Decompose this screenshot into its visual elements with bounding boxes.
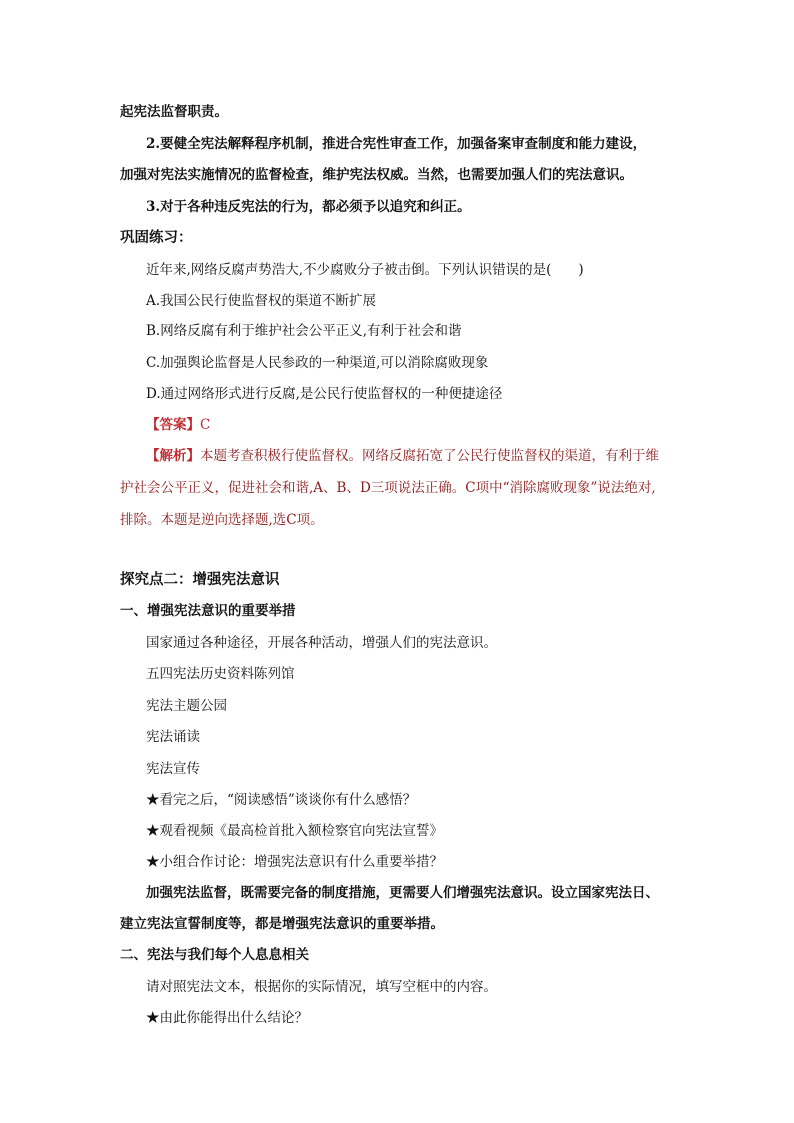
answer-label: 【答案】: [146, 417, 200, 433]
question-text: 近年来,网络反腐声势浩大,不少腐败分子被击倒。下列认识错误的是( ): [146, 262, 584, 278]
list-item: 五四宪法历史资料陈列馆: [146, 666, 295, 682]
text-line: 2.要健全宪法解释程序机制，推进合宪性审查工作，加强备案审查制度和能力建设，: [146, 136, 647, 152]
task-text: 请对照宪法文本，根据你的实际情况，填写空框中的内容。: [146, 979, 497, 995]
list-item: 宪法诵读: [146, 729, 200, 745]
star-prompt: ★由此你能得出什么结论？: [146, 1010, 308, 1026]
star-prompt: ★观看视频《最高检首批入额检察官向宪法宣誓》: [146, 823, 443, 839]
conclusion-text: 加强宪法监督，既需要完备的制度措施，更需要人们增强宪法意识。设立国家宪法日、: [146, 885, 659, 901]
answer-value: C: [200, 417, 211, 433]
conclusion-text: 建立宪法宣誓制度等，都是增强宪法意识的重要举措。: [120, 916, 444, 932]
star-prompt: ★小组合作讨论：增强宪法意识有什么重要举措？: [146, 854, 443, 870]
analysis-label: 【解析】: [146, 448, 200, 464]
option-a: A.我国公民行使监督权的渠道不断扩展: [146, 293, 377, 309]
list-item: 宪法主题公园: [146, 698, 227, 714]
list-item: 宪法宣传: [146, 761, 200, 777]
analysis-text: 排除。本题是逆向选择题,选C项。: [120, 512, 324, 528]
text-line: 3.对于各种违反宪法的行为，都必须予以追究和纠正。: [146, 199, 471, 215]
analysis-text: 护社会公平正义，促进社会和谐,A、B、D三项说法正确。C项中“消除腐败现象”说法绝对,: [120, 480, 656, 496]
star-prompt: ★看完之后，“阅读感悟”谈谈你有什么感悟？: [146, 792, 417, 808]
text-line: 起宪法监督职责。: [120, 104, 228, 120]
subsection-heading: 一、增强宪法意识的重要举措: [120, 603, 296, 619]
option-c: C.加强舆论监督是人民参政的一种渠道,可以消除腐败现象: [146, 355, 489, 371]
section-heading: 探究点二：增强宪法意识: [120, 571, 280, 588]
option-b: B.网络反腐有利于维护社会公平正义,有利于社会和谐: [146, 323, 462, 339]
subsection-heading: 二、宪法与我们每个人息息相关: [120, 947, 309, 963]
option-d: D.通过网络形式进行反腐,是公民行使监督权的一种便捷途径: [146, 386, 503, 402]
text-line: 加强对宪法实施情况的监督检查，维护宪法权威。当然，也需要加强人们的宪法意识。: [120, 167, 633, 183]
answer-line: [146, 416, 210, 434]
exercise-heading: 巩固练习：: [120, 229, 193, 246]
analysis-line: [146, 447, 659, 465]
analysis-text: 本题考查积极行使监督权。网络反腐拓宽了公民行使监督权的渠道，有利于维: [200, 448, 659, 464]
intro-text: 国家通过各种途径，开展各种活动，增强人们的宪法意识。: [146, 635, 497, 651]
